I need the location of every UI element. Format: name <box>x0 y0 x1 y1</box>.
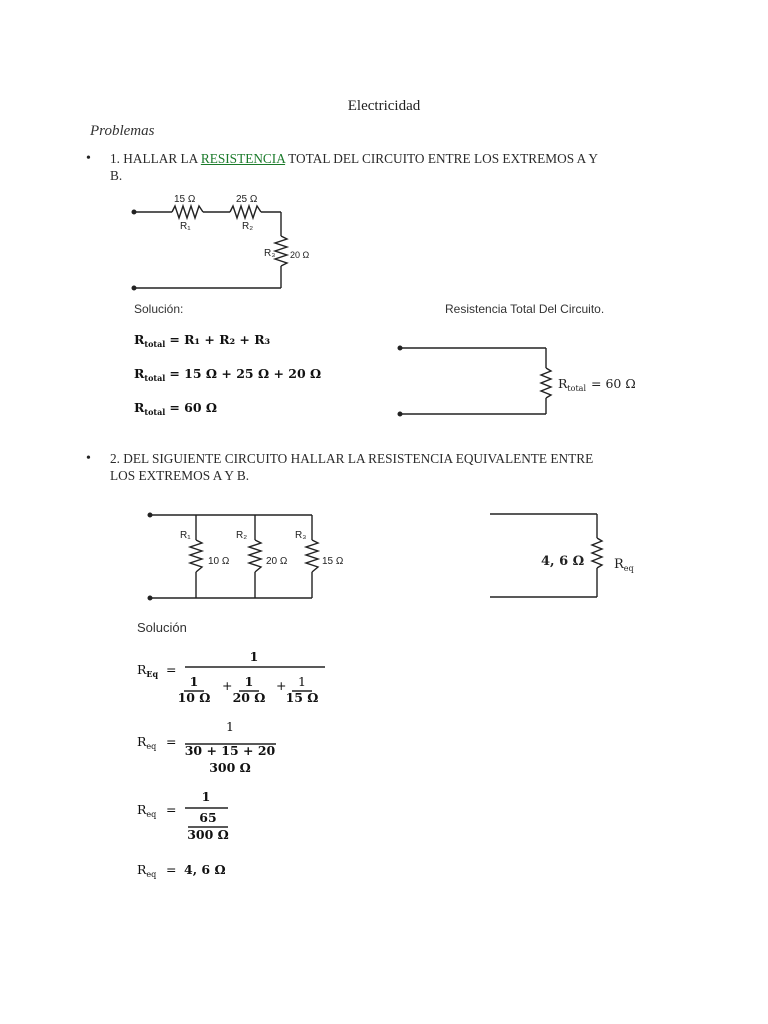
section-heading: Problemas <box>90 123 155 139</box>
r1-value-label: 15 Ω <box>174 194 196 205</box>
resistor-r3-symbol <box>306 540 318 572</box>
step-1-numerator: 1 <box>249 649 259 664</box>
problem-1-text-start: 1. HALLAR LA <box>110 151 201 166</box>
step-3-numerator: 1 <box>201 789 211 804</box>
total-resistance-caption: Resistencia Total Del Circuito. <box>445 302 605 316</box>
parallel-circuit-diagram <box>148 513 318 600</box>
equivalent-resistance-value: 4, 6 Ω <box>541 554 585 569</box>
terminal-b-dot <box>132 286 136 290</box>
r1-name-label: R₁ <box>180 221 191 232</box>
step-2-inner-numerator: 30 + 15 + 20 <box>184 743 276 758</box>
resistor-r2-symbol <box>230 206 261 218</box>
r3-name-label: R₃ <box>295 530 307 541</box>
series-equivalent-diagram <box>398 346 551 416</box>
equals-sign: = <box>166 734 177 749</box>
equation-1: $R_{total} = R_1 + R_2 + R_3$ <box>134 332 271 349</box>
bullet-marker: • <box>86 151 91 166</box>
r3-name-label: R₃ <box>264 248 276 259</box>
r2-name-label: R₂ <box>242 221 254 232</box>
problem-1-text-line2: B. <box>110 168 123 183</box>
step-2-lhs: $R_{eq}$ <box>137 734 157 751</box>
equation-2: $R_{total} = 15$ Ω + 25 Ω + 20 Ω <box>134 366 322 383</box>
r3-value-label: 20 Ω <box>290 250 310 260</box>
equals-sign: = <box>166 662 177 677</box>
step-1-lhs: $R_{Eq}$ <box>137 662 159 679</box>
step-1-term-2-den: 20 Ω <box>232 690 266 705</box>
solution-2-label: Solución <box>137 620 187 635</box>
step-4-lhs: $R_{eq}$ <box>137 862 157 879</box>
resistor-r3-symbol <box>275 236 287 266</box>
problem-2-text-line2: LOS EXTREMOS A Y B. <box>110 468 250 483</box>
step-3-inner-denominator: 300 Ω <box>187 827 229 842</box>
resistor-r1-symbol <box>172 206 203 218</box>
step-3-lhs: $R_{eq}$ <box>137 802 157 819</box>
equation-3: $R_{total} = 60$ Ω <box>134 400 218 417</box>
step-1-term-1-num: 1 <box>189 674 199 689</box>
problem-2-text-line1: 2. DEL SIGUIENTE CIRCUITO HALLAR LA RESISTENCIA EQUIVALENTE ENTRE <box>110 451 594 466</box>
r1-value-label: 10 Ω <box>208 556 230 567</box>
r2-name-label: R₂ <box>236 530 248 541</box>
r2-value-label: 25 Ω <box>236 194 258 205</box>
step-3-inner-numerator: 65 <box>199 810 217 825</box>
resistor-r1-symbol <box>190 540 202 572</box>
r3-value-label: 15 Ω <box>322 556 344 567</box>
equivalent-resistance-label: $R_{eq}$ <box>614 557 634 573</box>
r2-value-label: 20 Ω <box>266 556 288 567</box>
problem-1-text-end: TOTAL DEL CIRCUITO ENTRE LOS EXTREMOS A Y <box>285 151 598 166</box>
resistencia-link[interactable]: RESISTENCIA <box>200 151 286 166</box>
step-1-term-3-den: 15 Ω <box>285 690 319 705</box>
resistor-eq-symbol <box>592 538 602 568</box>
total-resistance-value: $R_{total} = 60$ Ω <box>558 376 636 393</box>
r1-name-label: R₁ <box>180 530 191 541</box>
step-4-result: 4, 6 Ω <box>184 862 226 877</box>
step-2-inner-denominator: 300 Ω <box>209 760 251 775</box>
resistor-total-symbol <box>541 368 551 398</box>
bullet-marker: • <box>86 451 91 466</box>
step-1-term-1-den: 10 Ω <box>177 690 211 705</box>
document-title: Electricidad <box>347 98 421 114</box>
step-1-term-3-num: 1 <box>298 674 306 689</box>
step-1-term-2-num: 1 <box>244 674 254 689</box>
terminal-b-dot <box>398 412 402 416</box>
solution-1-label: Solución: <box>134 302 184 316</box>
plus-sign: + <box>222 678 233 693</box>
plus-sign: + <box>276 678 287 693</box>
equals-sign: = <box>166 862 177 877</box>
step-2-numerator: 1 <box>226 719 234 734</box>
equals-sign: = <box>166 802 177 817</box>
resistor-r2-symbol <box>249 540 261 572</box>
